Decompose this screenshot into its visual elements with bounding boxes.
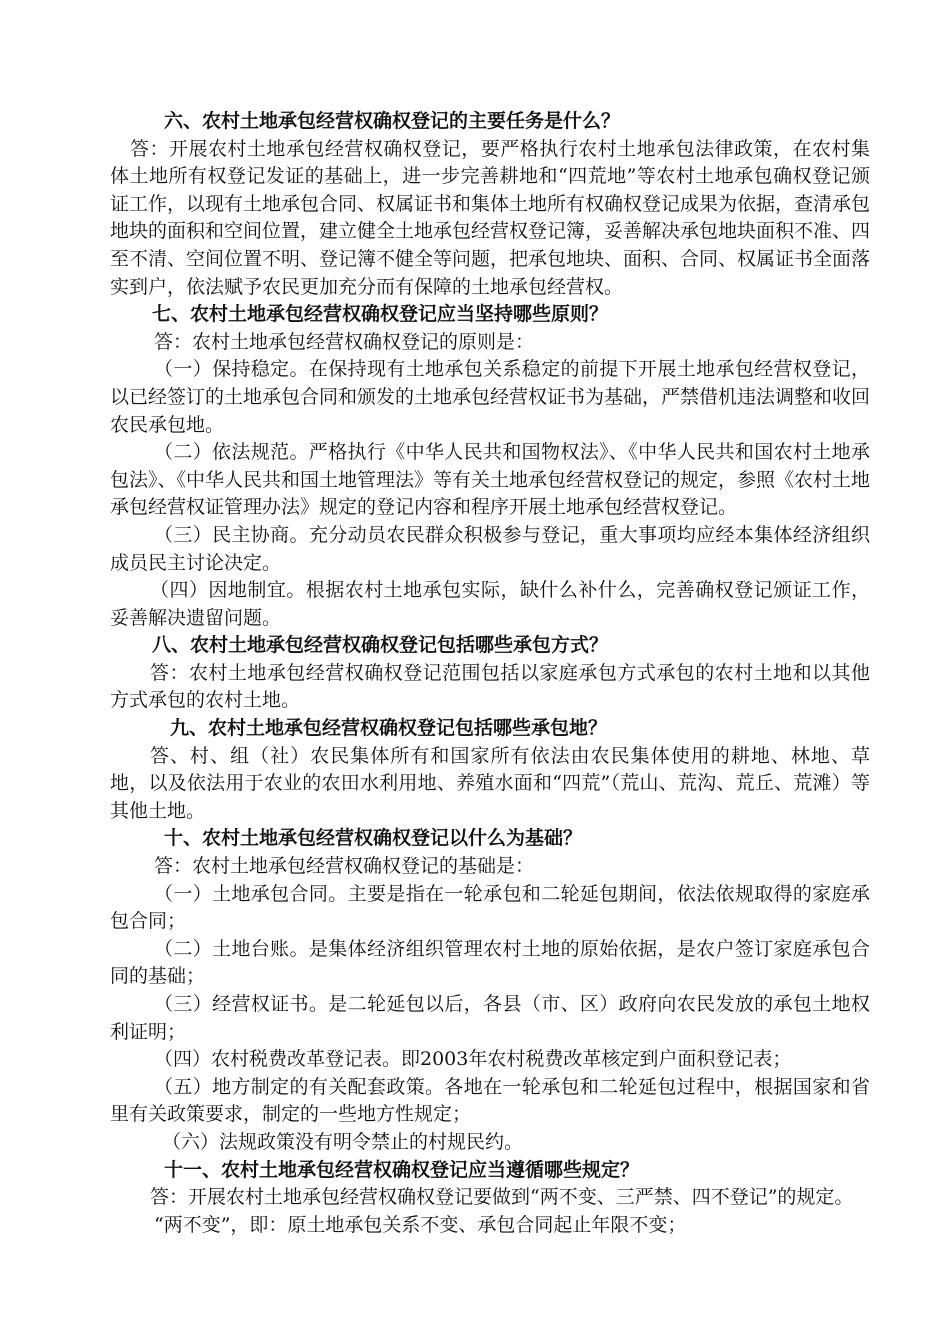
principle-item-2: （二）依法规范。严格执行《中华人民共和国物权法》、《中华人民共和国农村土地承包法》、《中华人民共和国土地管理法》等有关土地承包经营权登记的规定，参照《农村土地承包经营权证管理办法》规定的登记内容和程序开展土地承包经营权登记。	[110, 441, 871, 519]
answer-paragraph: 答：开展农村土地承包经营权确权登记，要严格执行农村土地承包法律政策，在农村集体土地所有权登记发证的基础上，进一步完善耕地和“四荒地”等农村土地承包确权登记颁证工作，以现有土地承包合同、权属证书和集体土地所有权确权登记成果为依据，查清承包地块的面积和空间位置，建立健全土地承包经营权登记簿，妥善解决承包地块面积不准、四至不清、空间位置不明、登记簿不健全等问题，把承包地块、面积、合同、权属证书全面落实到户，依法赋予农民更加充分而有保障的土地承包经营权。	[110, 137, 871, 298]
basis-item-6: （六）法规政策没有明令禁止的村规民约。	[162, 1130, 524, 1153]
section-heading-11: 十一、农村土地承包经营权确权登记应当遵循哪些规定？	[164, 1158, 640, 1181]
section-heading-7: 七、农村土地承包经营权确权登记应当坚持哪些原则？	[152, 303, 609, 326]
basis-item-3: （三）经营权证书。是二轮延包以后，各县（市、区）政府向农民发放的承包土地权利证明；	[110, 993, 870, 1043]
principle-item-1: （一）保持稳定。在保持现有土地承包关系稳定的前提下开展土地承包经营权登记，以已经签订的土地承包合同和颁发的土地承包经营权证书为基础，严禁借机违法调整和收回农民承包地。	[110, 358, 871, 436]
basis-item-2: （二）土地台账。是集体经济组织管理农村土地的原始依据，是农户签订家庭承包合同的基础；	[110, 937, 870, 988]
rule-paragraph: “两不变”，即：原土地承包关系不变、承包合同起止年限不变；	[154, 1213, 687, 1236]
answer-paragraph: 答：开展农村土地承包经营权确权登记要做到“两不变、三严禁、四不登记”的规定。	[150, 1186, 854, 1209]
section-heading-10: 十、农村土地承包经营权确权登记以什么为基础？	[164, 827, 583, 850]
principle-item-4: （四）因地制宜。根据农村土地承包实际，缺什么补什么，完善确权登记颁证工作，妥善解决遗留问题。	[110, 579, 870, 629]
principle-item-3: （三）民主协商。充分动员农民群众积极参与登记，重大事项均应经本集体经济组织成员民主讨论决定。	[110, 523, 870, 574]
section-heading-6: 六、农村土地承包经营权确权登记的主要任务是什么？	[164, 110, 621, 132]
document-page	[110, 108, 870, 1239]
basis-item-5: （五）地方制定的有关配套政策。各地在一轮承包和二轮延包过程中，根据国家和省里有关政策要求，制定的一些地方性规定；	[110, 1075, 870, 1126]
basis-item-1: （一）土地承包合同。主要是指在一轮承包和二轮延包期间，依法依规取得的家庭承包合同；	[110, 882, 870, 933]
section-heading-8: 八、农村土地承包经营权确权登记包括哪些承包方式？	[152, 634, 609, 657]
basis-item-4: （四）农村税费改革登记表。即2003年农村税费改革核定到户面积登记表；	[154, 1048, 792, 1071]
answer-paragraph: 答：农村土地承包经营权确权登记的原则是：	[154, 330, 535, 353]
section-heading-9: 九、农村土地承包经营权确权登记包括哪些承包地？	[170, 717, 608, 740]
answer-paragraph: 答：农村土地承包经营权确权登记的基础是：	[154, 855, 535, 878]
answer-paragraph: 答：农村土地承包经营权确权登记范围包括以家庭承包方式承包的农村土地和以其他方式承包的农村土地。	[110, 661, 870, 712]
answer-paragraph: 答、村、组（社）农民集体所有和国家所有依法由农民集体使用的耕地、林地、草地，以及依法用于农业的农田水利用地、养殖水面和“四荒”（荒山、荒沟、荒丘、荒滩）等其他土地。	[110, 744, 870, 822]
